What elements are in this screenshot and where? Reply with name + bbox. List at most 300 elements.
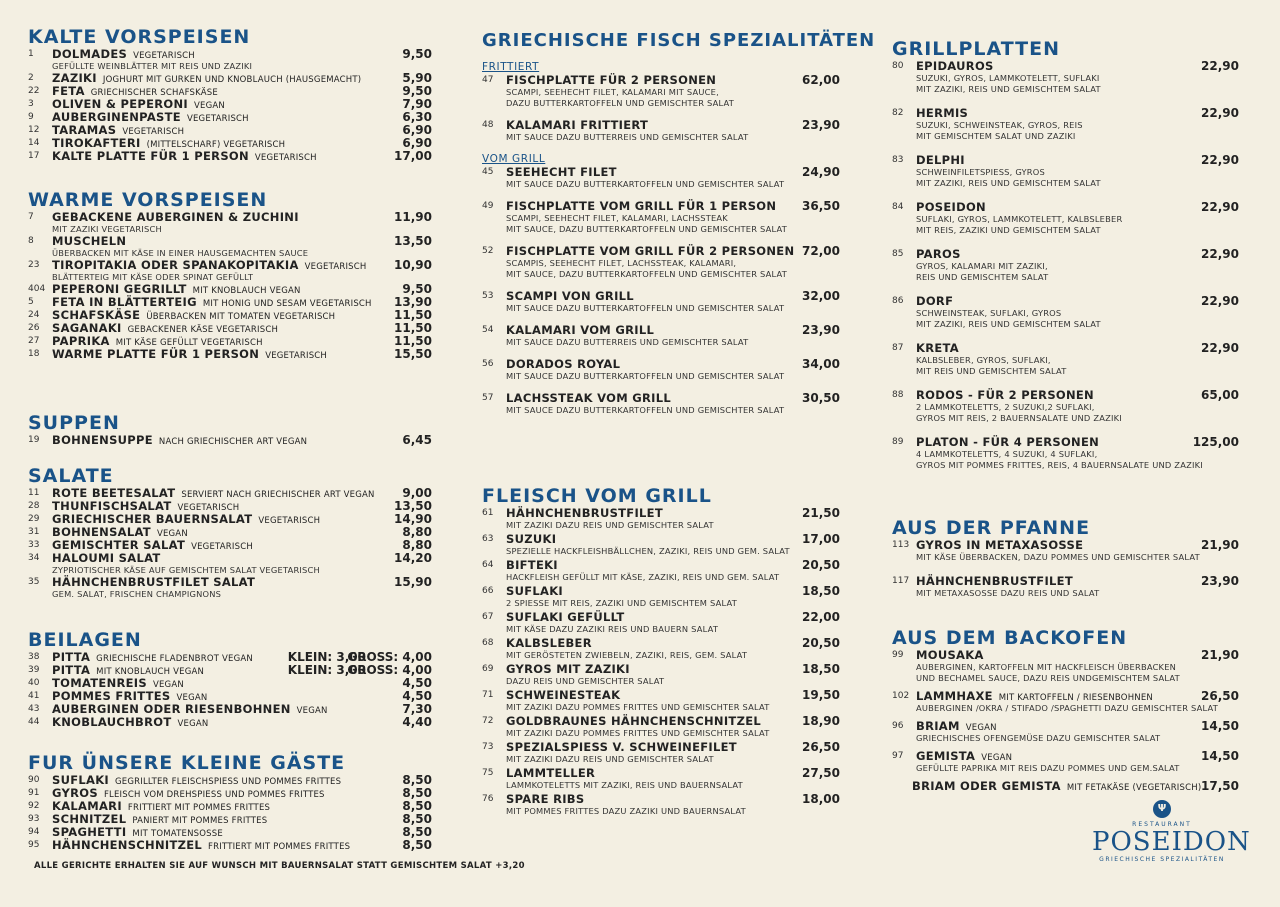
fleisch-list [482, 507, 840, 819]
item-name [506, 324, 654, 337]
item-title: KALTE PLATTE FÜR 1 PERSON [52, 149, 249, 163]
item-price: 7,30 [402, 702, 432, 716]
menu-item [482, 689, 840, 702]
item-number: 45 [482, 167, 494, 177]
item-description: MIT SAUCE, DAZU BUTTERKARTOFFELN UND GEMISCHTER SALAT [506, 269, 788, 279]
item-title: SCHWEINESTEAK [506, 688, 621, 702]
item-note: MIT KNOBLAUCH VEGAN [192, 286, 301, 296]
item-title: LAMMHAXE [916, 689, 993, 703]
item-note: VEGAN [194, 101, 225, 111]
item-name [916, 649, 984, 662]
item-description: LAMMKOTELETTS MIT ZAZIKI, REIS UND BAUERNSALAT [506, 780, 743, 790]
item-price: 11,50 [394, 321, 432, 335]
item-description: MIT KÄSE DAZU ZAZIKI REIS UND BAUERN SALAT [506, 624, 719, 634]
section-title: FUR ÜNSERE KLEINE GÄSTE [28, 752, 346, 774]
item-title: DOLMADES [52, 47, 128, 61]
item-price: 23,90 [1201, 574, 1239, 588]
item-number: 99 [892, 650, 904, 660]
item-note: VEGETARISCH [304, 262, 367, 272]
item-description: SUFLAKI, GYROS, LAMMKOTELETT, KALBSLEBER [916, 214, 1123, 224]
item-title: SUFLAKI [506, 584, 563, 598]
item-title: GEMISTA [916, 749, 976, 763]
item-note: GEBACKENER KÄSE VEGETARISCH [127, 325, 279, 335]
combo-name: BRIAM ODER GEMISTA [912, 779, 1061, 793]
menu-item [28, 259, 432, 272]
item-note: VEGAN [152, 680, 184, 690]
item-number: 12 [28, 125, 40, 135]
item-name [506, 741, 737, 754]
menu-item [28, 434, 432, 447]
item-note: VEGAN [176, 693, 208, 703]
menu-item [892, 154, 1239, 167]
backofen-list [892, 649, 1239, 780]
item-name [916, 342, 959, 355]
item-name [916, 389, 1094, 402]
logo-name: POSEIDON [1092, 827, 1251, 857]
item-title: HÄHNCHENBRUSTFILET SALAT [52, 575, 256, 589]
warme-list [28, 211, 432, 361]
item-price: 62,00 [802, 73, 840, 87]
item-price: 15,90 [394, 575, 432, 589]
item-price: 20,50 [802, 636, 840, 650]
section-title: AUS DER PFANNE [892, 517, 1091, 539]
item-note: VEGETARISCH [254, 153, 317, 163]
item-price: 22,90 [1201, 153, 1239, 167]
item-price: 6,90 [402, 123, 432, 137]
item-description: MIT ZAZIKI, REIS UND GEMISCHTEM SALAT [916, 84, 1101, 94]
item-price: 8,50 [402, 799, 432, 813]
item-price: 8,80 [402, 538, 432, 552]
section-title: GRILLPLATTEN [892, 38, 1061, 60]
item-price: 6,30 [402, 110, 432, 124]
item-number: 7 [28, 212, 34, 222]
item-number: 97 [892, 751, 904, 761]
kalte-list [28, 48, 432, 163]
item-title: PLATON - FÜR 4 PERSONEN [916, 435, 1100, 449]
section-warme-vorspeisen [28, 189, 432, 361]
item-description: MIT ZAZIKI VEGETARISCH [52, 224, 162, 234]
item-title: TIROKAFTERI [52, 136, 141, 150]
item-name [506, 715, 761, 728]
item-number: 47 [482, 75, 494, 85]
item-note: VEGETARISCH [265, 351, 328, 361]
item-title: FETA IN BLÄTTERTEIG [52, 295, 197, 309]
item-note: VEGAN [965, 723, 997, 733]
logo-tagline: GRIECHISCHE SPEZIALITÄTEN [1099, 856, 1225, 863]
item-number: 80 [892, 61, 904, 71]
item-price: 11,90 [394, 210, 432, 224]
menu-item [28, 552, 432, 565]
item-title: AUBERGINENPASTE [52, 110, 181, 124]
item-title: SCAMPI VON GRILL [506, 289, 634, 303]
item-title: FISCHPLATTE VOM GRILL FÜR 2 PERSONEN [506, 244, 795, 258]
menu-item [892, 60, 1239, 73]
item-title: TIROPITAKIA ODER SPANAKOPITAKIA [52, 258, 299, 272]
item-price: 21,90 [1201, 538, 1239, 552]
item-title: GYROS IN METAXASOSSE [916, 538, 1084, 552]
item-number: 64 [482, 560, 494, 570]
item-name [52, 839, 350, 854]
item-price: 34,00 [802, 357, 840, 371]
item-note: PANIERT MIT POMMES FRITTES [132, 816, 268, 826]
item-price: 21,90 [1201, 648, 1239, 662]
item-price: 10,90 [394, 258, 432, 272]
item-title: MUSCHELN [52, 234, 127, 248]
item-title: TARAMAS [52, 123, 117, 137]
item-description: 2 LAMMKOTELETTS, 2 SUZUKI,2 SUFLAKI, [916, 402, 1095, 412]
menu-item [482, 559, 840, 572]
item-title: FISCHPLATTE FÜR 2 PERSONEN [506, 73, 717, 87]
menu-item [482, 767, 840, 780]
item-price: 9,50 [402, 282, 432, 296]
item-title: OLIVEN & PEPERONI [52, 97, 189, 111]
item-description: MIT SAUCE DAZU BUTTERKARTOFFELN UND GEMISCHTER SALAT [506, 303, 785, 313]
item-title: SCHAFSKÄSE [52, 308, 141, 322]
item-number: 28 [28, 501, 40, 511]
salate-list [28, 487, 432, 600]
item-price: 22,90 [1201, 106, 1239, 120]
item-price: 14,90 [394, 512, 432, 526]
item-note: VEGAN [177, 719, 209, 729]
menu-item [28, 576, 432, 589]
menu-item [892, 750, 1239, 763]
item-title: GEBACKENE AUBERGINEN & ZUCHINI [52, 210, 299, 224]
item-description: SCAMPI, SEEHECHT FILET, KALAMARI MIT SAUCE, [506, 87, 719, 97]
item-number: 19 [28, 435, 40, 445]
item-description: SCHWEINSTEAK, SUFLAKI, GYROS [916, 308, 1062, 318]
section-title: AUS DEM BACKOFEN [892, 627, 1128, 649]
item-description: GYROS MIT POMMES FRITTES, REIS, 4 BAUERNSALATE UND ZAZIKI [916, 460, 1203, 470]
item-description: SCHWEINFILETSPIESS, GYROS [916, 167, 1045, 177]
item-title: GOLDBRAUNES HÄHNCHENSCHNITZEL [506, 714, 761, 728]
item-description: HACKFLEISH GEFÜLLT MIT KÄSE, ZAZIKI, REIS UND GEM. SALAT [506, 572, 780, 582]
item-name [916, 539, 1083, 552]
section-title: FLEISCH VOM GRILL [482, 485, 712, 507]
item-name [506, 507, 663, 520]
item-title: ZAZIKI [52, 71, 97, 85]
menu-item [482, 507, 840, 520]
item-price: 36,50 [802, 199, 840, 213]
item-name [506, 637, 592, 650]
item-description: GYROS, KALAMARI MIT ZAZIKI, [916, 261, 1048, 271]
section-title: SUPPEN [28, 412, 120, 434]
item-description: SPEZIELLE HACKFLEISHBÄLLCHEN, ZAZIKI, REIS UND GEM. SALAT [506, 546, 790, 556]
menu-item [28, 348, 432, 361]
menu-item [892, 436, 1239, 449]
menu-item-combo [892, 780, 1239, 793]
item-description: 4 LAMMKOTELETTS, 4 SUZUKI, 4 SUFLAKI, [916, 449, 1098, 459]
section-kalte-vorspeisen [28, 26, 432, 163]
item-number: 52 [482, 246, 494, 256]
item-price: 6,45 [402, 433, 432, 447]
menu-item [482, 392, 840, 405]
item-price: 7,90 [402, 97, 432, 111]
menu-item [892, 107, 1239, 120]
menu-item [482, 793, 840, 806]
item-description: AUBERGINEN, KARTOFFELN MIT HACKFLEISCH ÜBERBACKEN [916, 662, 1177, 672]
item-note: MIT KÄSE GEFÜLLT VEGETARISCH [115, 338, 263, 348]
item-title: HÄHNCHENBRUSTFILET [506, 506, 663, 520]
item-description: MIT REIS, ZAZIKI UND GEMISCHTEM SALAT [916, 225, 1101, 235]
section-title: SALATE [28, 465, 114, 487]
section-title: GRIECHISCHE FISCH SPEZIALITÄTEN [482, 30, 876, 51]
item-number: 41 [28, 691, 40, 701]
item-title: SAGANAKI [52, 321, 122, 335]
item-number: 94 [28, 827, 40, 837]
item-title: SPARE RIBS [506, 792, 585, 806]
item-name [916, 107, 968, 120]
item-description: MIT SAUCE DAZU BUTTERREIS UND GEMISCHTER SALAT [506, 132, 749, 142]
item-note: GEGRILLTER FLEISCHSPIESS UND POMMES FRITTES [115, 777, 342, 787]
item-number: 69 [482, 664, 494, 674]
item-price: 22,90 [1201, 59, 1239, 73]
item-title: MOUSAKA [916, 648, 984, 662]
item-name [52, 552, 161, 565]
item-number: 90 [28, 775, 40, 785]
suppen-list [28, 434, 432, 447]
item-number: 71 [482, 690, 494, 700]
item-price: 14,50 [1201, 749, 1239, 763]
item-name [506, 663, 630, 676]
item-price: 32,00 [802, 289, 840, 303]
menu-item [892, 539, 1239, 552]
subsection-vom-grill: VOM GRILL [482, 153, 546, 165]
item-title: TOMATENREIS [52, 676, 147, 690]
section-beilagen [28, 629, 432, 729]
item-name [506, 200, 776, 213]
menu-item [482, 637, 840, 650]
item-price: 30,50 [802, 391, 840, 405]
item-name [916, 436, 1099, 449]
item-description: MIT SAUCE DAZU BUTTERKARTOFFELN UND GEMISCHTER SALAT [506, 179, 785, 189]
item-description: MIT POMMES FRITTES DAZU ZAZIKI UND BAUERNSALAT [506, 806, 746, 816]
item-note: FRITTIERT MIT POMMES FRITTES [127, 803, 271, 813]
item-price: 22,90 [1201, 341, 1239, 355]
item-price: 4,50 [402, 689, 432, 703]
item-number: 8 [28, 236, 34, 246]
item-title: KALAMARI [52, 799, 122, 813]
section-kinder [28, 752, 432, 852]
item-number: 17 [28, 151, 40, 161]
item-number: 404 [28, 284, 46, 294]
section-title: WARME VORSPEISEN [28, 189, 268, 211]
item-description: GEFÜLLTE WEINBLÄTTER MIT REIS UND ZAZIKI [52, 61, 253, 71]
item-title: GYROS [52, 786, 98, 800]
item-description: GRIECHISCHES OFENGEMÜSE DAZU GEMISCHTER SALAT [916, 733, 1161, 743]
item-name [52, 576, 255, 589]
item-number: 44 [28, 717, 40, 727]
item-number: 40 [28, 678, 40, 688]
item-title: BIFTEKI [506, 558, 558, 572]
item-name [52, 434, 307, 449]
item-title: KALBSLEBER [506, 636, 592, 650]
section-suppen [28, 412, 432, 447]
item-description: MIT GEMISCHTEM SALAT UND ZAZIKI [916, 131, 1076, 141]
item-number: 29 [28, 514, 40, 524]
item-title: WARME PLATTE FÜR 1 PERSON [52, 347, 260, 361]
item-description: MIT METAXASOSSE DAZU REIS UND SALAT [916, 588, 1100, 598]
menu-item [482, 166, 840, 179]
item-price: 72,00 [802, 244, 840, 258]
item-price: 22,00 [802, 610, 840, 624]
item-title: EPIDAUROS [916, 59, 994, 73]
item-description: MIT ZAZIKI DAZU REIS UND GEMISCHTER SALAT [506, 520, 714, 530]
item-title: HERMIS [916, 106, 969, 120]
item-name [506, 74, 716, 87]
menu-item [892, 649, 1239, 662]
item-title: POSEIDON [916, 200, 986, 214]
item-note: MIT KNOBLAUCH VEGAN [96, 667, 205, 677]
item-number: 95 [28, 840, 40, 850]
menu-item [28, 72, 432, 85]
item-price: 13,50 [394, 234, 432, 248]
menu-item [892, 720, 1239, 733]
menu-item [482, 533, 840, 546]
item-price: 13,50 [394, 499, 432, 513]
item-name [506, 585, 563, 598]
item-number: 96 [892, 721, 904, 731]
item-price: 24,90 [802, 165, 840, 179]
item-number: 73 [482, 742, 494, 752]
item-number: 43 [28, 704, 40, 714]
menu-item [482, 74, 840, 87]
item-description: MIT ZAZIKI DAZU POMMES FRITTES UND GEMISCHTER SALAT [506, 702, 770, 712]
menu-item [482, 324, 840, 337]
item-title: ROTE BEETESALAT [52, 486, 176, 500]
item-description: MIT KÄSE ÜBERBACKEN, DAZU POMMES UND GEMISCHTER SALAT [916, 552, 1200, 562]
item-note: FLEISCH VOM DREHSPIESS UND POMMES FRITTES [103, 790, 325, 800]
item-note: GRIECHISCHER SCHAFSKÄSE [90, 88, 218, 98]
item-name [506, 793, 584, 806]
item-name [506, 166, 617, 179]
item-title: LAMMTELLER [506, 766, 596, 780]
menu-item [482, 663, 840, 676]
section-salate [28, 465, 432, 600]
menu-item [482, 290, 840, 303]
item-note: VEGETARISCH [133, 51, 195, 61]
menu-item [892, 201, 1239, 214]
menu-item [482, 119, 840, 132]
item-price: 14,20 [394, 551, 432, 565]
item-price: 9,50 [402, 84, 432, 98]
menu-item [892, 295, 1239, 308]
item-description: BLÄTTERTEIG MIT KÄSE ODER SPINAT GEFÜLLT [52, 272, 254, 282]
item-title: FISCHPLATTE VOM GRILL FÜR 1 PERSON [506, 199, 777, 213]
item-price: 65,00 [1201, 388, 1239, 402]
item-price: 4,50 [402, 676, 432, 690]
item-number: 54 [482, 325, 494, 335]
item-price: 14,50 [1201, 719, 1239, 733]
item-number: 102 [892, 691, 910, 701]
item-number: 93 [28, 814, 40, 824]
item-note: JOGHURT MIT GURKEN UND KNOBLAUCH (HAUSGEMACHT) [102, 75, 362, 85]
item-price-large: GROSS: 4,00 [347, 663, 432, 677]
item-title: HÄHNCHENSCHNITZEL [52, 838, 203, 852]
item-number: 85 [892, 249, 904, 259]
item-number: 38 [28, 652, 40, 662]
menu-item [482, 741, 840, 754]
item-note: VEGAN [981, 753, 1013, 763]
item-price: 8,50 [402, 825, 432, 839]
item-number: 88 [892, 390, 904, 400]
item-name [506, 119, 648, 132]
subsection-frittiert: FRITTIERT [482, 61, 540, 73]
item-name [52, 211, 299, 224]
item-price-small: KLEIN: 3,00 [287, 650, 366, 664]
item-title: KALAMARI VOM GRILL [506, 323, 655, 337]
item-title: KALAMARI FRITTIERT [506, 118, 649, 132]
item-name [506, 358, 620, 371]
item-price: 8,80 [402, 525, 432, 539]
item-title: GRIECHISCHER BAUERNSALAT [52, 512, 253, 526]
item-number: 67 [482, 612, 494, 622]
item-price: 18,90 [802, 714, 840, 728]
item-number: 68 [482, 638, 494, 648]
item-title: DELPHI [916, 153, 965, 167]
item-price: 20,50 [802, 558, 840, 572]
logo-restaurant: RESTAURANT [1132, 821, 1192, 828]
item-title: AUBERGINEN ODER RIESENBOHNEN [52, 702, 291, 716]
item-number: 3 [28, 99, 34, 109]
kinder-list [28, 774, 432, 852]
item-description: REIS UND GEMISCHTEM SALAT [916, 272, 1049, 282]
item-name [506, 533, 556, 546]
item-number: 92 [28, 801, 40, 811]
item-name [506, 290, 634, 303]
menu-item [482, 611, 840, 624]
item-price-small: KLEIN: 3,00 [287, 663, 366, 677]
item-number: 57 [482, 393, 494, 403]
section-fleisch [482, 485, 840, 819]
item-description: GEM. SALAT, FRISCHEN CHAMPIGNONS [52, 589, 222, 599]
menu-item [28, 48, 432, 61]
item-title: SEEHECHT FILET [506, 165, 617, 179]
item-title: THUNFISCHSALAT [52, 499, 172, 513]
item-title: PITTA [52, 650, 91, 664]
section-pfanne [892, 517, 1239, 611]
item-number: 63 [482, 534, 494, 544]
item-number: 82 [892, 108, 904, 118]
item-number: 27 [28, 336, 40, 346]
item-name [912, 780, 1201, 795]
item-name [52, 235, 126, 248]
item-price: 15,50 [394, 347, 432, 361]
item-name [916, 201, 986, 214]
item-price: 13,90 [394, 295, 432, 309]
menu-item [28, 716, 432, 729]
item-title: KRETA [916, 341, 959, 355]
item-price: 11,50 [394, 308, 432, 322]
item-price: 17,00 [802, 532, 840, 546]
item-title: PEPERONI GEGRILLT [52, 282, 187, 296]
item-name [52, 150, 317, 165]
item-description: SCAMPI, SEEHECHT FILET, KALAMARI, LACHSSTEAK [506, 213, 728, 223]
item-price: 22,90 [1201, 247, 1239, 261]
item-price: 17,00 [394, 149, 432, 163]
menu-item [482, 245, 840, 258]
item-number: 117 [892, 576, 910, 586]
item-title: LACHSSTEAK VOM GRILL [506, 391, 672, 405]
item-number: 89 [892, 437, 904, 447]
item-name [506, 559, 558, 572]
item-title: SCHNITZEL [52, 812, 127, 826]
item-description: UND BECHAMEL SAUCE, DAZU REIS UNDGEMISCHTEM SALAT [916, 673, 1180, 683]
combo-desc: MIT FETAKÄSE (VEGETARISCH) [1066, 783, 1202, 793]
item-title: DORF [916, 294, 954, 308]
item-number: 53 [482, 291, 494, 301]
menu-item [482, 200, 840, 213]
item-number: 11 [28, 488, 40, 498]
